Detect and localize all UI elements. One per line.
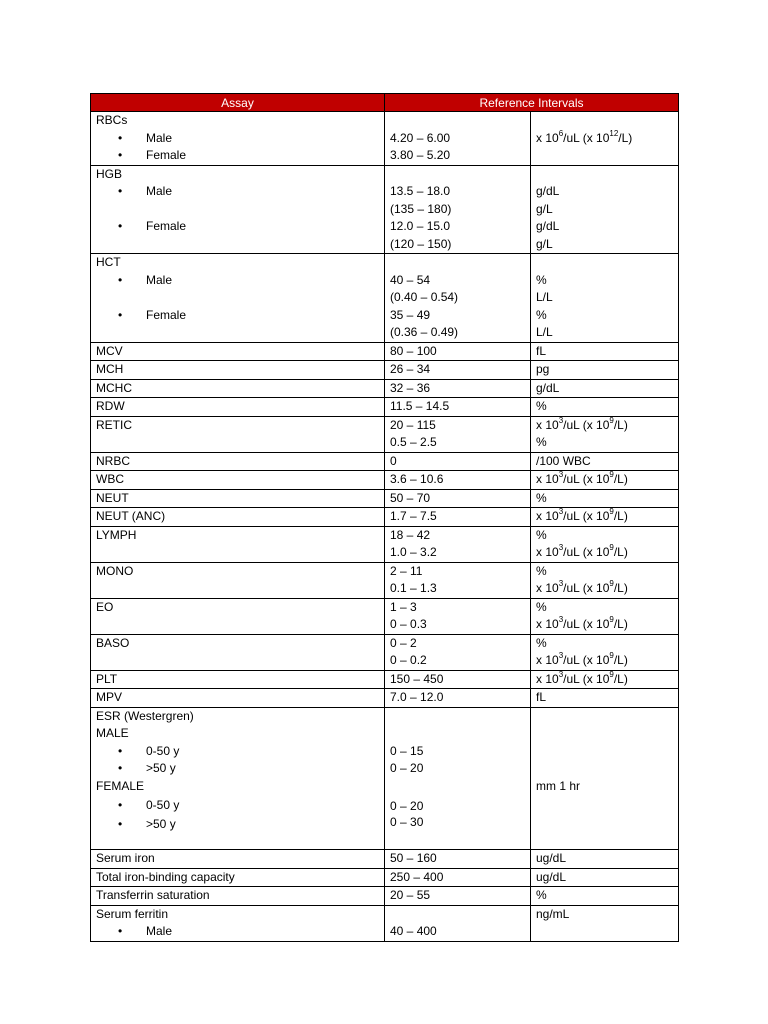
interval-value: 0.5 – 2.5 [390,435,437,449]
bullet-label: Male [146,924,173,938]
unit-label: mm 1 hr [536,778,581,793]
interval-value: 26 – 34 [385,361,531,380]
unit-label: g/L [536,236,553,251]
bullet-label: >50 y [146,817,176,831]
unit-label: L/L [536,290,553,304]
unit-label: x $10^3/uL$ (x $10^9/L$) [536,416,628,432]
interval-value: 13.5 – 18.0 [390,184,451,198]
unit-label: % [536,635,547,650]
interval-value: 2 – 11 [390,563,423,578]
interval-value: 1 – 3 [390,599,417,614]
interval-value: (120 – 150) [390,236,452,251]
table-row [91,562,679,598]
table-row [91,887,679,906]
assay-name: NRBC [91,452,385,471]
assay-name: BASO [96,635,130,650]
table-header-row [91,94,679,112]
bullet-label: Male [146,130,173,145]
assay-name: HGB [96,166,123,181]
table-row [91,398,679,417]
assay-name: MCHC [91,379,385,398]
assay-name: Total iron-binding capacity [91,868,385,887]
interval-value: 7.0 – 12.0 [385,689,531,708]
interval-value: 40 – 54 [390,272,431,287]
interval-value: 20 – 55 [385,887,531,906]
interval-value: 0 – 0.3 [390,617,427,631]
unit-label: x $10^3/uL$ (x $10^9/L$) [536,507,628,523]
interval-value: 18 – 42 [390,527,431,542]
interval-value: 35 – 49 [390,307,431,322]
table-row [91,379,679,398]
unit-label: fL [531,689,679,708]
interval-value: 0.1 – 1.3 [390,581,437,595]
interval-value: 0 – 20 [390,761,424,775]
assay-name: PLT [91,670,385,689]
unit-label: g/dL [536,219,560,233]
interval-value: 3.6 – 10.6 [385,471,531,490]
interval-value: 12.0 – 15.0 [390,219,451,233]
table-row [91,634,679,670]
bullet-label: Male [146,272,173,287]
interval-value: 3.80 – 5.20 [390,148,451,162]
bullet-label: Female [146,307,187,322]
interval-value: 0 – 20 [390,799,424,813]
bullet-label: Female [146,219,187,233]
assay-name: HCT [96,255,121,269]
unit-label: ng/mL [536,906,570,921]
unit-label: % [531,398,679,417]
unit-label: x $10^3/uL$ (x $10^9/L$) [536,670,628,686]
assay-name: WBC [91,471,385,490]
table-row [91,489,679,508]
table-row [91,905,679,941]
interval-value: 0 – 15 [390,743,424,758]
assay-name: Serum iron [91,850,385,869]
table-row [91,165,679,254]
unit-label: /100 WBC [531,452,679,471]
unit-label: x $10^3/uL$ (x $10^9/L$) [536,543,628,559]
interval-value: 0 – 30 [390,815,424,829]
reference-intervals-table [90,93,679,942]
assay-header: Assay [91,94,385,112]
table-row [91,112,679,166]
sex-label: FEMALE [96,778,145,793]
unit-label: g/dL [531,379,679,398]
unit-label: % [536,599,547,614]
assay-name: Serum ferritin [96,906,169,921]
table-row [91,868,679,887]
interval-value: (0.40 – 0.54) [390,290,459,304]
sex-label: MALE [96,726,129,740]
interval-value: 20 – 115 [390,417,436,432]
interval-value: (135 – 180) [390,201,452,216]
assay-name: MPV [91,689,385,708]
assay-name: RDW [91,398,385,417]
unit-label: % [531,887,679,906]
interval-value: 11.5 – 14.5 [385,398,531,417]
interval-value: 0 [385,452,531,471]
table-row [91,471,679,490]
bullet-label: 0-50 y [146,743,180,758]
table-row [91,254,679,343]
interval-value: 1.7 – 7.5 [385,508,531,527]
table-row [91,526,679,562]
unit-label: % [536,527,547,542]
assay-name: NEUT (ANC) [91,508,385,527]
assay-name: EO [96,599,114,614]
table-row [91,850,679,869]
interval-value: 80 – 100 [385,342,531,361]
assay-name: RETIC [96,417,132,432]
assay-name: MCH [91,361,385,380]
table-row [91,361,679,380]
unit-label: x $10^3/uL$ (x $10^9/L$) [536,651,628,667]
unit-label: fL [531,342,679,361]
assay-name: NEUT [91,489,385,508]
unit-label: ug/dL [531,850,679,869]
table-row [91,342,679,361]
unit-label: x $10^3/uL$ (x $10^9/L$) [536,470,628,486]
table-row [91,452,679,471]
interval-value: 150 – 450 [385,670,531,689]
unit-label: % [536,272,547,287]
table-row [91,689,679,708]
unit-label: g/L [536,201,553,216]
unit-label: x $10^6/uL$ (x $10^{12}/L$) [536,128,633,145]
bullet-label: 0-50 y [146,798,180,812]
interval-value: 0 – 0.2 [390,653,427,667]
interval-value: 50 – 70 [385,489,531,508]
table-row [91,707,679,850]
unit-label: L/L [536,325,553,339]
unit-label: % [536,307,547,322]
assay-name: LYMPH [96,527,137,542]
interval-value: 250 – 400 [385,868,531,887]
table-row [91,416,679,452]
unit-label: pg [531,361,679,380]
bullet-label: Male [146,184,173,198]
unit-label: ug/dL [531,868,679,887]
unit-label: % [536,435,547,449]
interval-value: 1.0 – 3.2 [390,545,437,559]
reference-intervals-header: Reference Intervals [385,94,679,112]
interval-value: 50 – 160 [385,850,531,869]
unit-label: x $10^3/uL$ (x $10^9/L$) [536,579,628,595]
unit-label: % [531,489,679,508]
unit-label: g/dL [536,184,560,198]
interval-value: 0 – 2 [390,635,417,650]
interval-value: 40 – 400 [390,924,437,938]
table-row [91,508,679,527]
assay-name: Transferrin saturation [91,887,385,906]
table-row [91,598,679,634]
assay-name: MCV [91,342,385,361]
bullet-label: >50 y [146,761,176,775]
interval-value: (0.36 – 0.49) [390,325,459,339]
interval-value: 4.20 – 6.00 [390,130,451,145]
assay-name: ESR (Westergren) [96,708,194,723]
unit-label: x $10^3/uL$ (x $10^9/L$) [536,615,628,631]
assay-name: MONO [96,563,134,578]
bullet-label: Female [146,148,187,162]
unit-label: % [536,563,547,578]
table-row [91,670,679,689]
interval-value: 32 – 36 [385,379,531,398]
assay-name: RBCs [96,113,128,127]
